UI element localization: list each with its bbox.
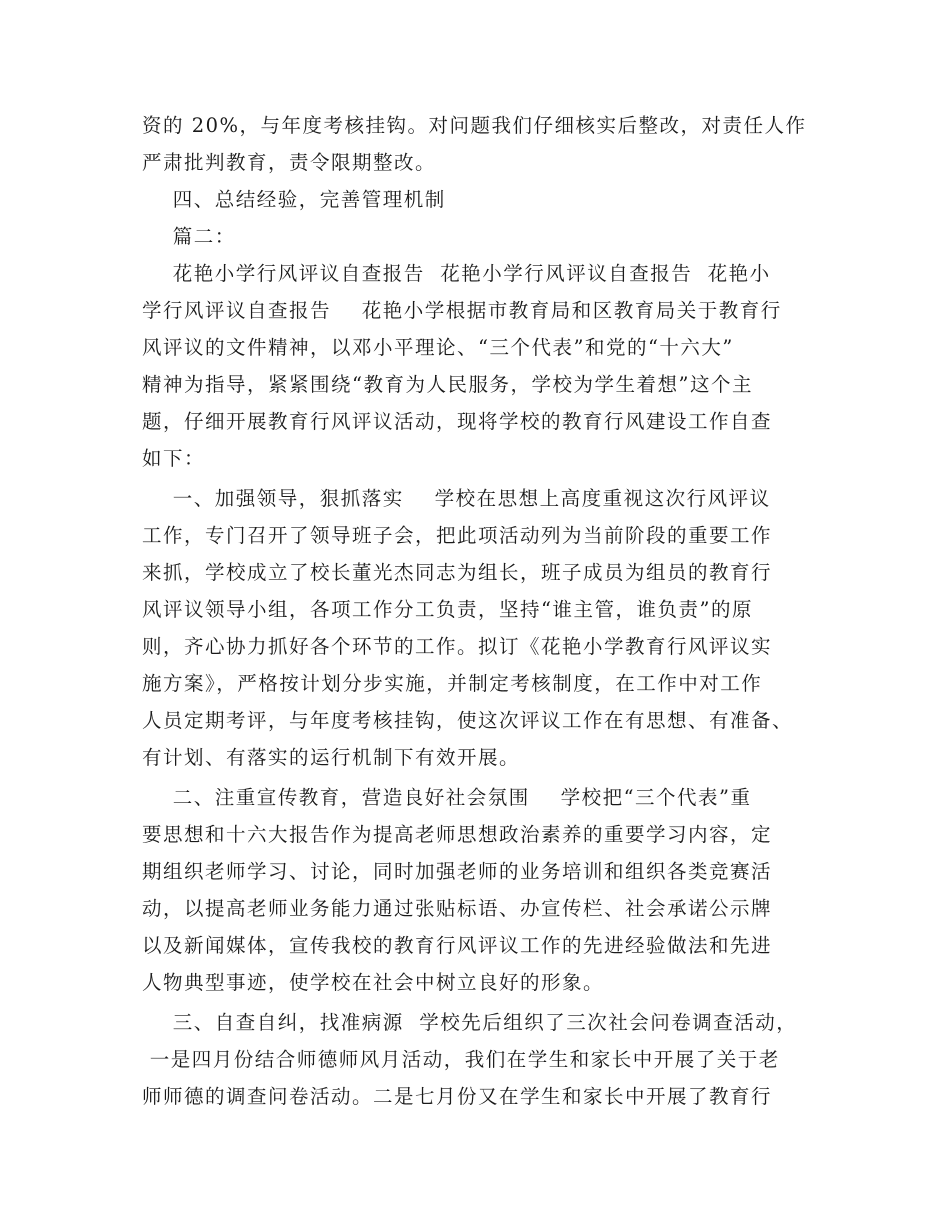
text-line: 三、自查自纠，找准病源 学校先后组织了三次社会问卷调查活动， (142, 1011, 798, 1034)
text-line: 施方案》，严格按计划分步实施，并制定考核制度，在工作中对工作 (142, 672, 763, 695)
text-line: 一、加强领导，狠抓落实 学校在思想上高度重视这次行风评议 (142, 487, 771, 510)
text-line: 师师德的调查问卷活动。二是七月份又在学生和家长中开展了教育行 (142, 1085, 773, 1108)
text-line: 资的 20%，与年度考核挂钩。对问题我们仔细核实后整改，对责任人作 (142, 114, 807, 137)
text-line: 一是四月份结合师德师风月活动，我们在学生和家长中开展了关于老 (142, 1048, 780, 1071)
section-heading: 四、总结经验，完善管理机制 (142, 188, 446, 211)
text-line: 二、注重宣传教育，营造良好社会氛围 学校把“三个代表”重 (142, 786, 752, 809)
text-line: 人物典型事迹，使学校在社会中树立良好的形象。 (142, 971, 605, 994)
text-line: 期组织老师学习、讨论，同时加强老师的业务培训和组织各类竞赛活 (142, 860, 773, 883)
text-line: 题，仔细开展教育行风评议活动，现将学校的教育行风建设工作自查 (142, 410, 773, 433)
text-line: 要思想和十六大报告作为提高老师思想政治素养的重要学习内容，定 (142, 823, 773, 846)
section-heading: 篇二： (142, 225, 236, 248)
text-line: 严肃批判教育，责令限期整改。 (142, 151, 437, 174)
text-line: 工作，专门召开了领导班子会，把此项活动列为当前阶段的重要工作 (142, 524, 773, 547)
text-line: 以及新闻媒体，宣传我校的教育行风评议工作的先进经验做法和先进 (142, 934, 773, 957)
text-line: 动，以提高老师业务能力通过张贴标语、办宣传栏、社会承诺公示牌 (142, 897, 773, 920)
text-line: 人员定期考评，与年度考核挂钩，使这次评议工作在有思想、有准备、 (142, 709, 794, 732)
text-line: 如下： (142, 447, 206, 470)
text-line: 风评议领导小组，各项工作分工负责，坚持“谁主管，谁负责”的原 (142, 598, 753, 621)
text-line: 来抓，学校成立了校长董光杰同志为组长，班子成员为组员的教育行 (142, 561, 773, 584)
text-line: 则，齐心协力抓好各个环节的工作。拟订《花艳小学教育行风评议实 (142, 635, 773, 658)
text-line: 精神为指导，紧紧围绕“教育为人民服务，学校为学生着想”这个主 (142, 373, 753, 396)
text-line: 风评议的文件精神，以邓小平理论、“三个代表”和党的“十六大” (142, 336, 734, 359)
text-line: 有计划、有落实的运行机制下有效开展。 (142, 746, 521, 769)
text-line: 学行风评议自查报告 花艳小学根据市教育局和区教育局关于教育行 (142, 299, 782, 322)
text-line: 花艳小学行风评议自查报告 花艳小学行风评议自查报告 花艳小 (142, 262, 771, 285)
